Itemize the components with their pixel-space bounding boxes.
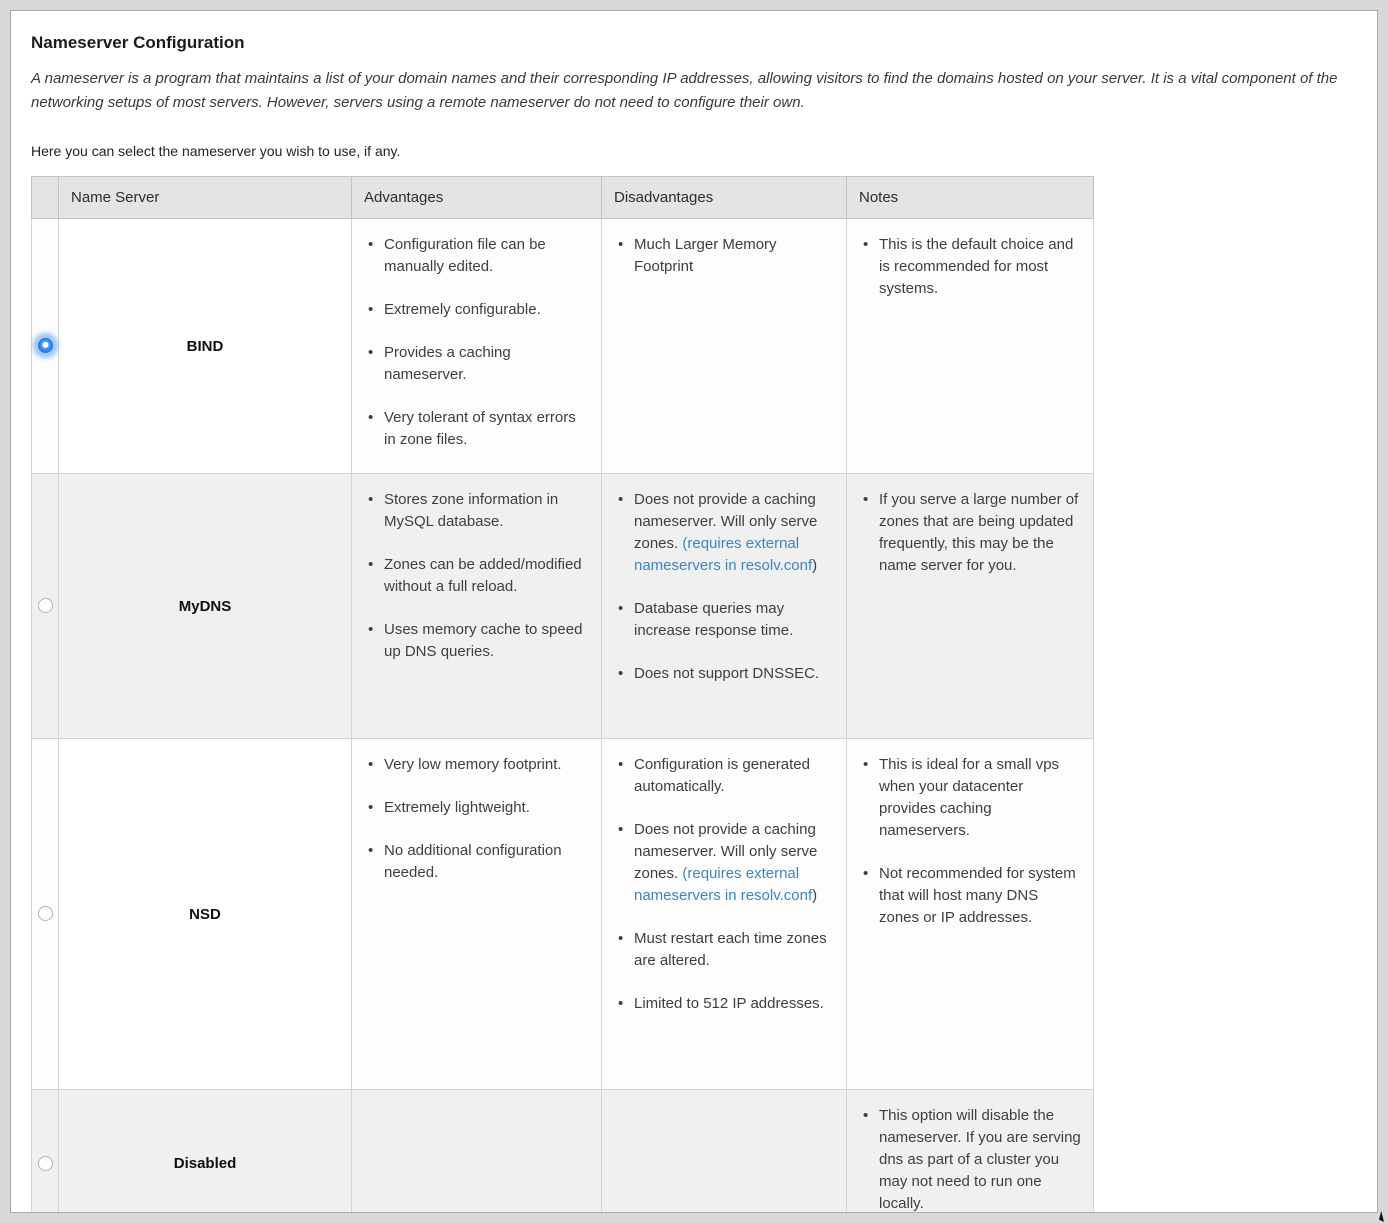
bullet-item: • Uses memory cache to speed up DNS queries. <box>367 619 590 663</box>
nameserver-name: NSD <box>59 739 352 1090</box>
notes-list <box>848 234 1092 300</box>
disadvantages-list-cell <box>602 739 847 1090</box>
bullet-item: • Not recommended for system that will host many DNS zones or IP addresses. <box>862 863 1082 929</box>
bullet-item: • Zones can be added/modified without a full reload. <box>367 554 590 598</box>
notes-list-cell <box>847 739 1094 1090</box>
bullet-item: • Database queries may increase response time. <box>617 598 835 642</box>
bullet-item: • Does not provide a caching nameserver. Will only serve zones. (requires external nameservers in resolv.conf) <box>617 489 835 577</box>
radio-column-header <box>32 177 59 219</box>
notes-list <box>848 489 1092 577</box>
radio-cell <box>32 1090 59 1214</box>
content-panel <box>10 10 1378 1213</box>
table-row-bind <box>32 219 1094 474</box>
radio-cell <box>32 219 59 474</box>
disadvantages-list-cell <box>602 474 847 739</box>
notes-list <box>848 754 1092 929</box>
notes-list <box>848 1105 1092 1213</box>
bullet-item: • Configuration is generated automatically. <box>617 754 835 798</box>
table-header-row <box>32 177 1094 219</box>
bullet-item: • Provides a caching nameserver. <box>367 342 590 386</box>
table-row-disabled <box>32 1090 1094 1214</box>
column-header-disadvantages: Disadvantages <box>602 177 847 219</box>
bullet-item: • This option will disable the nameserver. If you are serving dns as part of a cluster you may not need to run one locally. <box>862 1105 1082 1213</box>
column-header-advantages: Advantages <box>352 177 602 219</box>
disadvantages-list-cell <box>602 1090 847 1214</box>
disadvantages-list <box>603 489 845 685</box>
bullet-item: • Configuration file can be manually edited. <box>367 234 590 278</box>
cursor-artifact <box>1379 1211 1384 1222</box>
bullet-item: • This is the default choice and is recommended for most systems. <box>862 234 1082 300</box>
instruction-text: Here you can select the nameserver you wish to use, if any. <box>31 143 401 159</box>
advantages-list <box>353 234 600 451</box>
bullet-item: • Must restart each time zones are altered. <box>617 928 835 972</box>
bullet-item: • Very low memory footprint. <box>367 754 590 776</box>
disadvantages-list <box>603 754 845 1015</box>
column-header-notes: Notes <box>847 177 1094 219</box>
table-row-mydns <box>32 474 1094 739</box>
radio-cell <box>32 739 59 1090</box>
advantages-list-cell <box>352 219 602 474</box>
bullet-item: • If you serve a large number of zones that are being updated frequently, this may be the name server for you. <box>862 489 1082 577</box>
bullet-item: • Extremely lightweight. <box>367 797 590 819</box>
nameserver-name: MyDNS <box>59 474 352 739</box>
nameserver-table <box>31 176 1094 1213</box>
table-row-nsd <box>32 739 1094 1090</box>
bullet-item: • No additional configuration needed. <box>367 840 590 884</box>
radio-disabled[interactable] <box>38 1156 53 1171</box>
bullet-item: • Does not provide a caching nameserver. Will only serve zones. (requires external nameservers in resolv.conf) <box>617 819 835 907</box>
resolv-conf-link[interactable]: (requires external nameservers in resolv.conf <box>634 865 813 904</box>
advantages-list-cell <box>352 474 602 739</box>
notes-list-cell <box>847 1090 1094 1214</box>
disadvantages-list <box>603 234 845 278</box>
bullet-item: • Very tolerant of syntax errors in zone files. <box>367 407 590 451</box>
bullet-item: • Stores zone information in MySQL database. <box>367 489 590 533</box>
column-header-name-server: Name Server <box>59 177 352 219</box>
nameserver-table-body <box>32 219 1094 1214</box>
bullet-item: • Does not support DNSSEC. <box>617 663 835 685</box>
page-title: Nameserver Configuration <box>31 33 245 52</box>
nameserver-name: Disabled <box>59 1090 352 1214</box>
bullet-item: • Much Larger Memory Footprint <box>617 234 835 278</box>
bullet-item: • Extremely configurable. <box>367 299 590 321</box>
notes-list-cell <box>847 474 1094 739</box>
advantages-list-cell <box>352 1090 602 1214</box>
advantages-list-cell <box>352 739 602 1090</box>
disadvantages-list-cell <box>602 219 847 474</box>
radio-mydns[interactable] <box>38 598 53 613</box>
resolv-conf-link[interactable]: (requires external nameservers in resolv.conf <box>634 535 813 574</box>
nameserver-name: BIND <box>59 219 352 474</box>
notes-list-cell <box>847 219 1094 474</box>
radio-nsd[interactable] <box>38 906 53 921</box>
advantages-list <box>353 489 600 663</box>
radio-cell <box>32 474 59 739</box>
bullet-item: • This is ideal for a small vps when your datacenter provides caching nameservers. <box>862 754 1082 842</box>
radio-bind[interactable] <box>38 338 53 353</box>
bullet-item: • Limited to 512 IP addresses. <box>617 993 835 1015</box>
intro-paragraph: A nameserver is a program that maintains a list of your domain names and their corresponding IP addresses, allowing visitors to find the domains hosted on your server. It is a vital component of the networking setups of most servers. However, servers using a remote nameserver do not need to configure their own. <box>31 70 1338 111</box>
advantages-list <box>353 754 600 884</box>
